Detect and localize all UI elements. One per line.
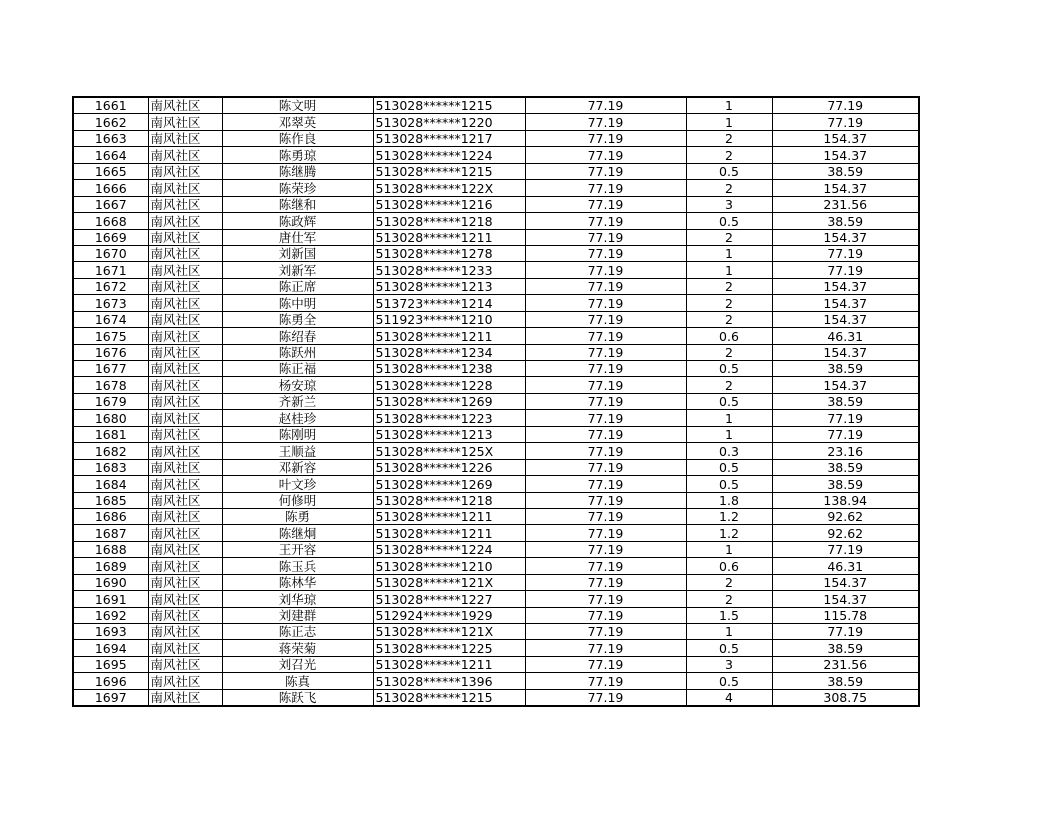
- unit-value-cell: 77.19: [525, 97, 686, 114]
- unit-value-cell: 77.19: [525, 492, 686, 508]
- quantity-cell: 0.6: [686, 328, 772, 344]
- table-row: [73, 656, 919, 672]
- name-cell: 陈中明: [222, 295, 373, 311]
- amount-cell: 154.37: [772, 130, 919, 146]
- row-number-cell: 1683: [73, 459, 148, 475]
- table-row: [73, 295, 919, 311]
- name-cell: 蒋荣菊: [222, 640, 373, 656]
- id-number-cell: 513028******1215: [373, 163, 525, 179]
- name-cell: 刘召光: [222, 656, 373, 672]
- unit-value-cell: 77.19: [525, 541, 686, 557]
- unit-value-cell: 77.19: [525, 558, 686, 574]
- row-number-cell: 1680: [73, 410, 148, 426]
- table-row: [73, 245, 919, 261]
- unit-value-cell: 77.19: [525, 262, 686, 278]
- name-cell: 陈正福: [222, 361, 373, 377]
- amount-cell: 154.37: [772, 591, 919, 607]
- unit-value-cell: 77.19: [525, 114, 686, 130]
- quantity-cell: 2: [686, 377, 772, 393]
- id-number-cell: 512924******1929: [373, 607, 525, 623]
- table-row: [73, 328, 919, 344]
- amount-cell: 154.37: [772, 574, 919, 590]
- row-number-cell: 1682: [73, 443, 148, 459]
- name-cell: 陈勇全: [222, 311, 373, 327]
- row-number-cell: 1679: [73, 393, 148, 409]
- table-row: [73, 262, 919, 278]
- unit-value-cell: 77.19: [525, 591, 686, 607]
- table-row: [73, 443, 919, 459]
- amount-cell: 77.19: [772, 114, 919, 130]
- community-cell: 南风社区: [148, 607, 222, 623]
- table-row: [73, 673, 919, 689]
- id-number-cell: 513028******1224: [373, 147, 525, 163]
- community-cell: 南风社区: [148, 245, 222, 261]
- amount-cell: 38.59: [772, 476, 919, 492]
- name-cell: 陈正志: [222, 624, 373, 640]
- community-cell: 南风社区: [148, 196, 222, 212]
- id-number-cell: 513028******1217: [373, 130, 525, 146]
- community-cell: 南风社区: [148, 558, 222, 574]
- id-number-cell: 513028******1211: [373, 525, 525, 541]
- amount-cell: 231.56: [772, 656, 919, 672]
- row-number-cell: 1685: [73, 492, 148, 508]
- unit-value-cell: 77.19: [525, 656, 686, 672]
- name-cell: 邓新容: [222, 459, 373, 475]
- id-number-cell: 513028******1278: [373, 245, 525, 261]
- row-number-cell: 1689: [73, 558, 148, 574]
- table-row: [73, 130, 919, 146]
- community-cell: 南风社区: [148, 97, 222, 114]
- table-row: [73, 541, 919, 557]
- id-number-cell: 513028******1269: [373, 476, 525, 492]
- unit-value-cell: 77.19: [525, 459, 686, 475]
- name-cell: 陈真: [222, 673, 373, 689]
- community-cell: 南风社区: [148, 492, 222, 508]
- amount-cell: 77.19: [772, 262, 919, 278]
- table-row: [73, 180, 919, 196]
- community-cell: 南风社区: [148, 278, 222, 294]
- row-number-cell: 1671: [73, 262, 148, 278]
- row-number-cell: 1674: [73, 311, 148, 327]
- quantity-cell: 2: [686, 311, 772, 327]
- id-number-cell: 513028******1218: [373, 213, 525, 229]
- community-cell: 南风社区: [148, 656, 222, 672]
- community-cell: 南风社区: [148, 147, 222, 163]
- community-cell: 南风社区: [148, 410, 222, 426]
- community-cell: 南风社区: [148, 328, 222, 344]
- name-cell: 陈勇琼: [222, 147, 373, 163]
- unit-value-cell: 77.19: [525, 476, 686, 492]
- unit-value-cell: 77.19: [525, 213, 686, 229]
- amount-cell: 154.37: [772, 311, 919, 327]
- table-row: [73, 278, 919, 294]
- amount-cell: 154.37: [772, 377, 919, 393]
- community-cell: 南风社区: [148, 114, 222, 130]
- data-table: [72, 96, 920, 707]
- community-cell: 南风社区: [148, 574, 222, 590]
- id-number-cell: 513028******1220: [373, 114, 525, 130]
- name-cell: 陈荣珍: [222, 180, 373, 196]
- community-cell: 南风社区: [148, 525, 222, 541]
- amount-cell: 46.31: [772, 328, 919, 344]
- name-cell: 刘华琼: [222, 591, 373, 607]
- amount-cell: 231.56: [772, 196, 919, 212]
- id-number-cell: 513028******1211: [373, 508, 525, 524]
- row-number-cell: 1693: [73, 624, 148, 640]
- amount-cell: 154.37: [772, 229, 919, 245]
- quantity-cell: 2: [686, 574, 772, 590]
- table-row: [73, 377, 919, 393]
- unit-value-cell: 77.19: [525, 624, 686, 640]
- quantity-cell: 2: [686, 147, 772, 163]
- community-cell: 南风社区: [148, 624, 222, 640]
- id-number-cell: 513028******1215: [373, 689, 525, 706]
- table-row: [73, 640, 919, 656]
- community-cell: 南风社区: [148, 508, 222, 524]
- amount-cell: 77.19: [772, 245, 919, 261]
- id-number-cell: 513028******1226: [373, 459, 525, 475]
- id-number-cell: 513028******1213: [373, 426, 525, 442]
- amount-cell: 92.62: [772, 525, 919, 541]
- name-cell: 陈作良: [222, 130, 373, 146]
- quantity-cell: 1: [686, 426, 772, 442]
- quantity-cell: 1.2: [686, 525, 772, 541]
- row-number-cell: 1670: [73, 245, 148, 261]
- community-cell: 南风社区: [148, 229, 222, 245]
- id-number-cell: 513028******1211: [373, 656, 525, 672]
- row-number-cell: 1688: [73, 541, 148, 557]
- amount-cell: 38.59: [772, 640, 919, 656]
- table-row: [73, 114, 919, 130]
- amount-cell: 308.75: [772, 689, 919, 706]
- amount-cell: 77.19: [772, 426, 919, 442]
- community-cell: 南风社区: [148, 591, 222, 607]
- table-row: [73, 558, 919, 574]
- amount-cell: 23.16: [772, 443, 919, 459]
- community-cell: 南风社区: [148, 459, 222, 475]
- name-cell: 何修明: [222, 492, 373, 508]
- table-row: [73, 492, 919, 508]
- name-cell: 陈正席: [222, 278, 373, 294]
- id-number-cell: 513028******121X: [373, 574, 525, 590]
- community-cell: 南风社区: [148, 311, 222, 327]
- amount-cell: 38.59: [772, 673, 919, 689]
- row-number-cell: 1697: [73, 689, 148, 706]
- id-number-cell: 513028******1213: [373, 278, 525, 294]
- unit-value-cell: 77.19: [525, 311, 686, 327]
- quantity-cell: 1: [686, 624, 772, 640]
- community-cell: 南风社区: [148, 262, 222, 278]
- table-row: [73, 624, 919, 640]
- amount-cell: 38.59: [772, 459, 919, 475]
- row-number-cell: 1678: [73, 377, 148, 393]
- unit-value-cell: 77.19: [525, 377, 686, 393]
- amount-cell: 154.37: [772, 147, 919, 163]
- table-row: [73, 361, 919, 377]
- table-row: [73, 344, 919, 360]
- table-row: [73, 459, 919, 475]
- id-number-cell: 513028******1224: [373, 541, 525, 557]
- name-cell: 陈绍春: [222, 328, 373, 344]
- row-number-cell: 1664: [73, 147, 148, 163]
- quantity-cell: 0.5: [686, 476, 772, 492]
- name-cell: 陈林华: [222, 574, 373, 590]
- amount-cell: 115.78: [772, 607, 919, 623]
- unit-value-cell: 77.19: [525, 328, 686, 344]
- quantity-cell: 1: [686, 541, 772, 557]
- quantity-cell: 0.5: [686, 163, 772, 179]
- table-row: [73, 689, 919, 706]
- row-number-cell: 1669: [73, 229, 148, 245]
- name-cell: 陈文明: [222, 97, 373, 114]
- id-number-cell: 513028******1216: [373, 196, 525, 212]
- row-number-cell: 1675: [73, 328, 148, 344]
- name-cell: 赵桂珍: [222, 410, 373, 426]
- quantity-cell: 0.3: [686, 443, 772, 459]
- table-body: [73, 97, 919, 706]
- row-number-cell: 1677: [73, 361, 148, 377]
- name-cell: 齐新兰: [222, 393, 373, 409]
- name-cell: 陈勇: [222, 508, 373, 524]
- unit-value-cell: 77.19: [525, 344, 686, 360]
- community-cell: 南风社区: [148, 344, 222, 360]
- amount-cell: 92.62: [772, 508, 919, 524]
- quantity-cell: 2: [686, 295, 772, 311]
- community-cell: 南风社区: [148, 295, 222, 311]
- row-number-cell: 1665: [73, 163, 148, 179]
- table-row: [73, 147, 919, 163]
- amount-cell: 154.37: [772, 344, 919, 360]
- quantity-cell: 1.8: [686, 492, 772, 508]
- community-cell: 南风社区: [148, 361, 222, 377]
- row-number-cell: 1666: [73, 180, 148, 196]
- name-cell: 唐仕军: [222, 229, 373, 245]
- table-row: [73, 196, 919, 212]
- quantity-cell: 0.5: [686, 393, 772, 409]
- amount-cell: 38.59: [772, 163, 919, 179]
- name-cell: 陈跃飞: [222, 689, 373, 706]
- name-cell: 陈跃州: [222, 344, 373, 360]
- id-number-cell: 513028******1210: [373, 558, 525, 574]
- community-cell: 南风社区: [148, 443, 222, 459]
- quantity-cell: 0.5: [686, 673, 772, 689]
- name-cell: 王顺益: [222, 443, 373, 459]
- unit-value-cell: 77.19: [525, 295, 686, 311]
- quantity-cell: 2: [686, 130, 772, 146]
- id-number-cell: 513028******1234: [373, 344, 525, 360]
- quantity-cell: 2: [686, 591, 772, 607]
- row-number-cell: 1692: [73, 607, 148, 623]
- amount-cell: 77.19: [772, 624, 919, 640]
- id-number-cell: 513028******125X: [373, 443, 525, 459]
- unit-value-cell: 77.19: [525, 640, 686, 656]
- table-row: [73, 393, 919, 409]
- quantity-cell: 1.5: [686, 607, 772, 623]
- amount-cell: 38.59: [772, 361, 919, 377]
- community-cell: 南风社区: [148, 393, 222, 409]
- table-row: [73, 229, 919, 245]
- row-number-cell: 1691: [73, 591, 148, 607]
- row-number-cell: 1695: [73, 656, 148, 672]
- row-number-cell: 1690: [73, 574, 148, 590]
- row-number-cell: 1696: [73, 673, 148, 689]
- table-row: [73, 410, 919, 426]
- unit-value-cell: 77.19: [525, 180, 686, 196]
- quantity-cell: 0.5: [686, 640, 772, 656]
- quantity-cell: 2: [686, 180, 772, 196]
- name-cell: 陈玉兵: [222, 558, 373, 574]
- table-row: [73, 591, 919, 607]
- name-cell: 王开容: [222, 541, 373, 557]
- quantity-cell: 3: [686, 196, 772, 212]
- id-number-cell: 513028******121X: [373, 624, 525, 640]
- table-row: [73, 97, 919, 114]
- row-number-cell: 1661: [73, 97, 148, 114]
- quantity-cell: 1: [686, 114, 772, 130]
- quantity-cell: 0.6: [686, 558, 772, 574]
- table-row: [73, 163, 919, 179]
- name-cell: 刘新军: [222, 262, 373, 278]
- quantity-cell: 1: [686, 410, 772, 426]
- unit-value-cell: 77.19: [525, 278, 686, 294]
- quantity-cell: 3: [686, 656, 772, 672]
- id-number-cell: 513028******1223: [373, 410, 525, 426]
- community-cell: 南风社区: [148, 180, 222, 196]
- unit-value-cell: 77.19: [525, 393, 686, 409]
- unit-value-cell: 77.19: [525, 245, 686, 261]
- quantity-cell: 0.5: [686, 459, 772, 475]
- unit-value-cell: 77.19: [525, 508, 686, 524]
- id-number-cell: 513028******1269: [373, 393, 525, 409]
- row-number-cell: 1672: [73, 278, 148, 294]
- name-cell: 叶文珍: [222, 476, 373, 492]
- community-cell: 南风社区: [148, 213, 222, 229]
- amount-cell: 46.31: [772, 558, 919, 574]
- id-number-cell: 513028******1211: [373, 328, 525, 344]
- id-number-cell: 513028******1396: [373, 673, 525, 689]
- name-cell: 邓翠英: [222, 114, 373, 130]
- name-cell: 刘新国: [222, 245, 373, 261]
- table-row: [73, 476, 919, 492]
- unit-value-cell: 77.19: [525, 410, 686, 426]
- amount-cell: 154.37: [772, 180, 919, 196]
- id-number-cell: 513028******1233: [373, 262, 525, 278]
- row-number-cell: 1663: [73, 130, 148, 146]
- row-number-cell: 1686: [73, 508, 148, 524]
- amount-cell: 77.19: [772, 410, 919, 426]
- id-number-cell: 513028******1228: [373, 377, 525, 393]
- row-number-cell: 1662: [73, 114, 148, 130]
- amount-cell: 138.94: [772, 492, 919, 508]
- table-row: [73, 311, 919, 327]
- community-cell: 南风社区: [148, 541, 222, 557]
- community-cell: 南风社区: [148, 377, 222, 393]
- amount-cell: 38.59: [772, 393, 919, 409]
- community-cell: 南风社区: [148, 689, 222, 706]
- unit-value-cell: 77.19: [525, 163, 686, 179]
- table-row: [73, 607, 919, 623]
- name-cell: 陈继炯: [222, 525, 373, 541]
- id-number-cell: 513028******1225: [373, 640, 525, 656]
- unit-value-cell: 77.19: [525, 229, 686, 245]
- unit-value-cell: 77.19: [525, 147, 686, 163]
- unit-value-cell: 77.19: [525, 607, 686, 623]
- name-cell: 陈政辉: [222, 213, 373, 229]
- unit-value-cell: 77.19: [525, 361, 686, 377]
- community-cell: 南风社区: [148, 163, 222, 179]
- table-row: [73, 508, 919, 524]
- community-cell: 南风社区: [148, 476, 222, 492]
- community-cell: 南风社区: [148, 640, 222, 656]
- id-number-cell: 513723******1214: [373, 295, 525, 311]
- row-number-cell: 1676: [73, 344, 148, 360]
- row-number-cell: 1668: [73, 213, 148, 229]
- quantity-cell: 4: [686, 689, 772, 706]
- amount-cell: 154.37: [772, 295, 919, 311]
- unit-value-cell: 77.19: [525, 673, 686, 689]
- quantity-cell: 1.2: [686, 508, 772, 524]
- row-number-cell: 1684: [73, 476, 148, 492]
- quantity-cell: 0.5: [686, 213, 772, 229]
- community-cell: 南风社区: [148, 426, 222, 442]
- unit-value-cell: 77.19: [525, 426, 686, 442]
- quantity-cell: 2: [686, 229, 772, 245]
- unit-value-cell: 77.19: [525, 525, 686, 541]
- unit-value-cell: 77.19: [525, 196, 686, 212]
- id-number-cell: 513028******1215: [373, 97, 525, 114]
- name-cell: 陈刚明: [222, 426, 373, 442]
- id-number-cell: 513028******1238: [373, 361, 525, 377]
- table-row: [73, 213, 919, 229]
- table-row: [73, 574, 919, 590]
- unit-value-cell: 77.19: [525, 574, 686, 590]
- row-number-cell: 1673: [73, 295, 148, 311]
- community-cell: 南风社区: [148, 130, 222, 146]
- id-number-cell: 513028******1211: [373, 229, 525, 245]
- amount-cell: 154.37: [772, 278, 919, 294]
- quantity-cell: 2: [686, 344, 772, 360]
- id-number-cell: 511923******1210: [373, 311, 525, 327]
- unit-value-cell: 77.19: [525, 443, 686, 459]
- quantity-cell: 2: [686, 278, 772, 294]
- quantity-cell: 1: [686, 262, 772, 278]
- id-number-cell: 513028******1218: [373, 492, 525, 508]
- id-number-cell: 513028******122X: [373, 180, 525, 196]
- name-cell: 刘建群: [222, 607, 373, 623]
- row-number-cell: 1694: [73, 640, 148, 656]
- quantity-cell: 1: [686, 97, 772, 114]
- id-number-cell: 513028******1227: [373, 591, 525, 607]
- row-number-cell: 1687: [73, 525, 148, 541]
- community-cell: 南风社区: [148, 673, 222, 689]
- table-row: [73, 426, 919, 442]
- table-row: [73, 525, 919, 541]
- row-number-cell: 1667: [73, 196, 148, 212]
- name-cell: 杨安琼: [222, 377, 373, 393]
- row-number-cell: 1681: [73, 426, 148, 442]
- quantity-cell: 1: [686, 245, 772, 261]
- name-cell: 陈继腾: [222, 163, 373, 179]
- unit-value-cell: 77.19: [525, 130, 686, 146]
- quantity-cell: 0.5: [686, 361, 772, 377]
- amount-cell: 77.19: [772, 97, 919, 114]
- amount-cell: 38.59: [772, 213, 919, 229]
- name-cell: 陈继和: [222, 196, 373, 212]
- unit-value-cell: 77.19: [525, 689, 686, 706]
- amount-cell: 77.19: [772, 541, 919, 557]
